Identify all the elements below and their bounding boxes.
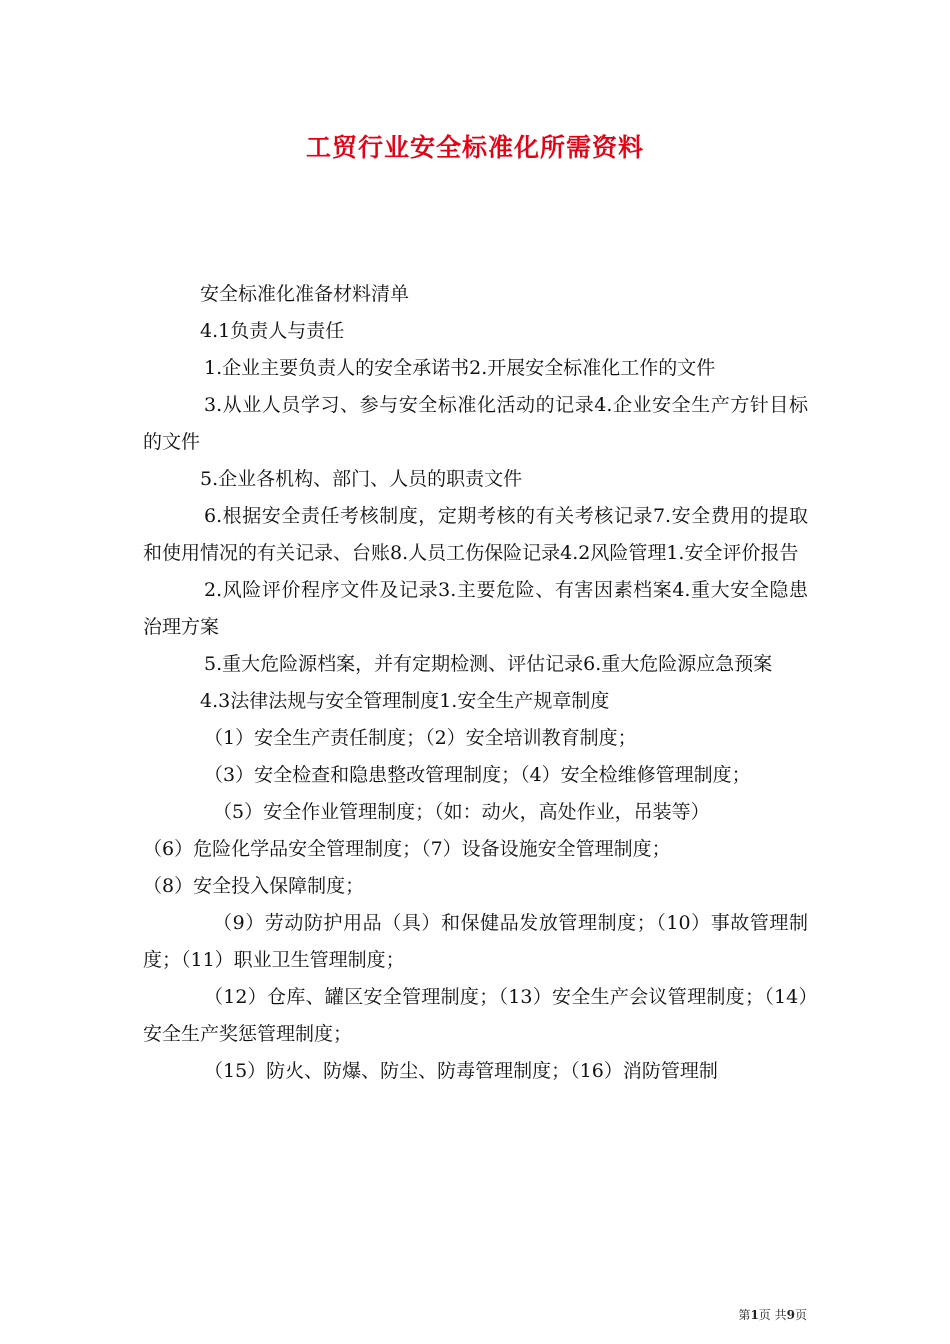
total-page-count: 9: [786, 1308, 795, 1322]
list-item: （5）安全作业管理制度；（如：动火，高处作业，吊装等）: [213, 801, 710, 823]
document-title: 工贸行业安全标准化所需资料: [305, 133, 644, 162]
paragraph: 5.重大危险源档案，并有定期检测、评估记录6.重大危险源应急预案: [204, 653, 773, 675]
list-item: （3）安全检查和隐患整改管理制度；（4）安全检维修管理制度；: [204, 764, 751, 786]
paragraph: 3.从业人员学习、参与安全标准化活动的记录4.企业安全生产方针目标的文件: [143, 394, 808, 453]
list-item: （6）危险化学品安全管理制度；（7）设备设施安全管理制度；: [143, 838, 671, 860]
footer-prefix: 第: [738, 1308, 751, 1322]
list-item: （8）安全投入保障制度；: [143, 875, 365, 897]
paragraph: 5.企业各机构、部门、人员的职责文件: [200, 468, 523, 490]
footer-middle: 页 共: [758, 1308, 787, 1322]
current-page-number: 1: [750, 1308, 759, 1322]
paragraph: 安全标准化准备材料清单: [200, 283, 410, 305]
paragraph: 1.企业主要负责人的安全承诺书2.开展安全标准化工作的文件: [204, 357, 716, 379]
page-number-footer: [738, 1306, 807, 1323]
section-heading: 4.3法律法规与安全管理制度1.安全生产规章制度: [200, 690, 610, 712]
paragraph: 6.根据安全责任考核制度，定期考核的有关考核记录7.安全费用的提取和使用情况的有关记录、台账8.人员工伤保险记录4.2风险管理1.安全评价报告: [143, 505, 808, 564]
document-body: [143, 276, 808, 1090]
list-item: （9）劳动防护用品（具）和保健品发放管理制度；（10）事故管理制度；（11）职业卫生管理制度；: [143, 912, 808, 971]
footer-suffix: 页: [794, 1308, 807, 1322]
section-heading: 4.1负责人与责任: [200, 320, 345, 342]
list-item: （1）安全生产责任制度；（2）安全培训教育制度；: [204, 727, 637, 749]
paragraph: 2.风险评价程序文件及记录3.主要危险、有害因素档案4.重大安全隐患治理方案: [143, 579, 808, 638]
list-item: （15）防火、防爆、防尘、防毒管理制度；（16）消防管理制: [204, 1060, 718, 1082]
list-item: （12）仓库、罐区安全管理制度；（13）安全生产会议管理制度；（14）安全生产奖惩管理制度；: [143, 986, 808, 1045]
